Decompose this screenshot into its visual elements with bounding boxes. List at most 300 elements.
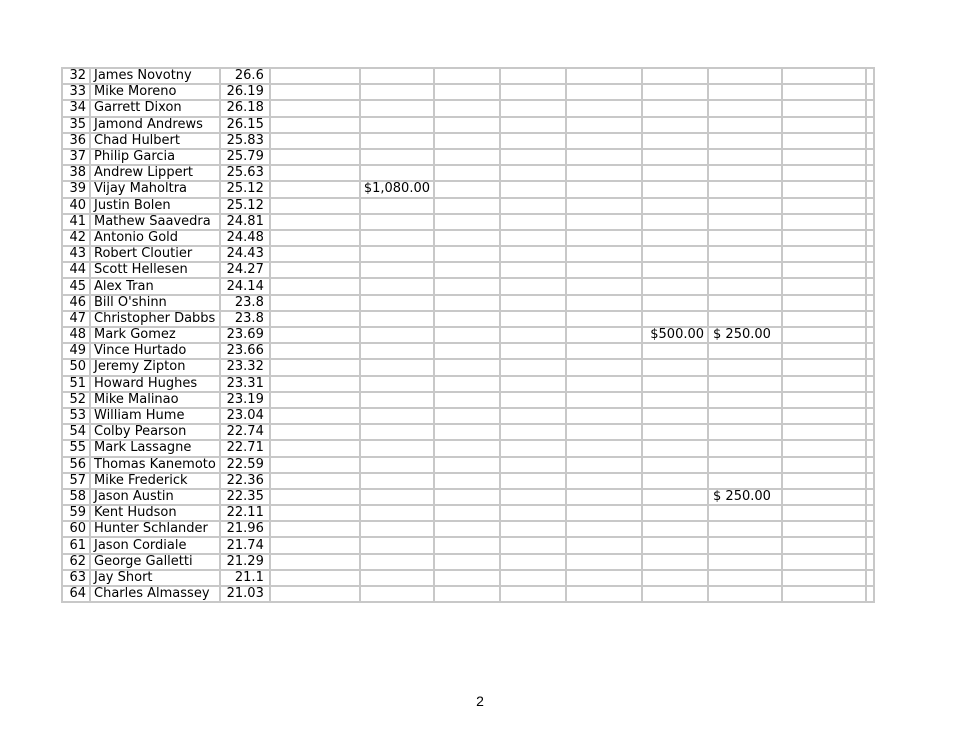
data-cell (866, 84, 874, 100)
data-cell (866, 408, 874, 424)
data-cell (434, 117, 500, 133)
data-cell (782, 570, 866, 586)
name-cell: Bill O'shinn (90, 295, 220, 311)
data-cell (566, 570, 642, 586)
data-cell (270, 278, 360, 294)
table-row (62, 521, 874, 537)
table-row (62, 424, 874, 440)
data-cell (708, 295, 782, 311)
name-cell: William Hume (90, 408, 220, 424)
data-cell (360, 295, 434, 311)
data-cell (360, 343, 434, 359)
data-cell (270, 505, 360, 521)
data-cell (642, 424, 708, 440)
data-cell (360, 84, 434, 100)
data-cell (360, 117, 434, 133)
table-row (62, 376, 874, 392)
table-row (62, 392, 874, 408)
rank-cell: 44 (62, 262, 90, 278)
score-cell: 23.32 (220, 359, 270, 375)
data-cell (360, 440, 434, 456)
table-row (62, 198, 874, 214)
score-cell: 22.74 (220, 424, 270, 440)
data-cell (782, 68, 866, 84)
data-cell (708, 408, 782, 424)
data-cell (434, 198, 500, 214)
name-cell: Vince Hurtado (90, 343, 220, 359)
score-cell: 25.83 (220, 133, 270, 149)
data-cell (360, 489, 434, 505)
data-cell (270, 473, 360, 489)
data-cell (708, 521, 782, 537)
data-cell (642, 295, 708, 311)
rank-cell: 38 (62, 165, 90, 181)
data-cell (434, 570, 500, 586)
data-cell (500, 246, 566, 262)
score-cell: 25.12 (220, 198, 270, 214)
table-row (62, 214, 874, 230)
data-cell (642, 262, 708, 278)
data-cell: $500.00 (642, 327, 708, 343)
results-table (61, 67, 875, 603)
data-cell (434, 278, 500, 294)
table-row (62, 586, 874, 602)
data-cell (708, 424, 782, 440)
data-cell (270, 586, 360, 602)
data-cell (782, 311, 866, 327)
data-cell (566, 376, 642, 392)
name-cell: Philip Garcia (90, 149, 220, 165)
data-cell (708, 84, 782, 100)
data-cell (642, 586, 708, 602)
data-cell (708, 133, 782, 149)
page-number: 2 (476, 693, 484, 709)
data-cell (434, 84, 500, 100)
data-cell (866, 424, 874, 440)
data-cell (566, 100, 642, 116)
table-row (62, 440, 874, 456)
data-cell (642, 165, 708, 181)
rank-cell: 54 (62, 424, 90, 440)
data-cell (566, 424, 642, 440)
table-row (62, 473, 874, 489)
data-cell (866, 230, 874, 246)
data-cell (782, 327, 866, 343)
data-cell (434, 392, 500, 408)
data-cell (866, 278, 874, 294)
name-cell: Mark Gomez (90, 327, 220, 343)
name-cell: Mike Moreno (90, 84, 220, 100)
data-cell (782, 408, 866, 424)
table-row (62, 149, 874, 165)
data-cell (566, 295, 642, 311)
data-cell (642, 181, 708, 197)
name-cell: Howard Hughes (90, 376, 220, 392)
data-cell (566, 214, 642, 230)
data-cell (866, 100, 874, 116)
name-cell: Jason Austin (90, 489, 220, 505)
name-cell: Hunter Schlander (90, 521, 220, 537)
name-cell: Kent Hudson (90, 505, 220, 521)
data-cell (866, 521, 874, 537)
data-cell (434, 473, 500, 489)
score-cell: 23.8 (220, 295, 270, 311)
data-cell (434, 295, 500, 311)
data-cell (434, 133, 500, 149)
data-cell (866, 246, 874, 262)
score-cell: 26.18 (220, 100, 270, 116)
name-cell: Colby Pearson (90, 424, 220, 440)
data-cell (708, 440, 782, 456)
data-cell (434, 505, 500, 521)
data-cell (270, 554, 360, 570)
name-cell: Andrew Lippert (90, 165, 220, 181)
data-cell (782, 100, 866, 116)
data-cell (270, 214, 360, 230)
data-cell (566, 117, 642, 133)
score-cell: 24.48 (220, 230, 270, 246)
data-cell (360, 521, 434, 537)
data-cell (434, 359, 500, 375)
score-cell: 21.29 (220, 554, 270, 570)
data-cell (782, 181, 866, 197)
table-row (62, 489, 874, 505)
table-row (62, 165, 874, 181)
data-cell (360, 554, 434, 570)
table-body (62, 68, 874, 602)
data-cell (642, 440, 708, 456)
data-cell (866, 376, 874, 392)
data-cell (566, 133, 642, 149)
data-cell (866, 133, 874, 149)
table-row (62, 311, 874, 327)
score-cell: 23.04 (220, 408, 270, 424)
rank-cell: 60 (62, 521, 90, 537)
data-cell (782, 440, 866, 456)
rank-cell: 39 (62, 181, 90, 197)
data-cell (360, 473, 434, 489)
data-cell (270, 521, 360, 537)
data-cell (642, 489, 708, 505)
score-cell: 21.74 (220, 537, 270, 553)
data-cell (500, 376, 566, 392)
data-cell (566, 278, 642, 294)
table-row (62, 408, 874, 424)
data-cell (782, 214, 866, 230)
name-cell: Scott Hellesen (90, 262, 220, 278)
name-cell: Jeremy Zipton (90, 359, 220, 375)
data-cell (566, 84, 642, 100)
data-cell (708, 554, 782, 570)
data-cell (642, 521, 708, 537)
data-cell (500, 473, 566, 489)
data-cell (360, 246, 434, 262)
data-cell (500, 537, 566, 553)
data-cell (566, 181, 642, 197)
data-cell (566, 392, 642, 408)
data-cell (566, 537, 642, 553)
data-cell (270, 181, 360, 197)
data-cell (866, 505, 874, 521)
data-cell (500, 214, 566, 230)
data-cell: $ 250.00 (708, 489, 782, 505)
rank-cell: 36 (62, 133, 90, 149)
table-row (62, 68, 874, 84)
score-cell: 22.71 (220, 440, 270, 456)
data-cell (434, 149, 500, 165)
data-cell (360, 133, 434, 149)
data-cell (866, 473, 874, 489)
name-cell: Jay Short (90, 570, 220, 586)
score-cell: 25.12 (220, 181, 270, 197)
name-cell: Alex Tran (90, 278, 220, 294)
data-cell (500, 489, 566, 505)
data-cell (566, 311, 642, 327)
data-cell (566, 327, 642, 343)
data-cell (360, 198, 434, 214)
data-cell (270, 343, 360, 359)
table-row (62, 100, 874, 116)
data-cell (866, 457, 874, 473)
name-cell: Christopher Dabbs (90, 311, 220, 327)
data-cell (782, 133, 866, 149)
data-cell (782, 117, 866, 133)
data-cell (434, 537, 500, 553)
table-row (62, 230, 874, 246)
data-cell (500, 343, 566, 359)
data-cell (566, 68, 642, 84)
data-cell (500, 68, 566, 84)
name-cell: Vijay Maholtra (90, 181, 220, 197)
data-cell (566, 343, 642, 359)
data-cell (500, 181, 566, 197)
score-cell: 23.66 (220, 343, 270, 359)
data-cell (360, 327, 434, 343)
table-row (62, 327, 874, 343)
data-cell (270, 440, 360, 456)
name-cell: Mike Malinao (90, 392, 220, 408)
data-cell (500, 586, 566, 602)
data-cell (360, 359, 434, 375)
data-cell (866, 262, 874, 278)
data-cell (866, 440, 874, 456)
data-cell (434, 376, 500, 392)
name-cell: Antonio Gold (90, 230, 220, 246)
data-cell (360, 505, 434, 521)
data-cell (642, 537, 708, 553)
data-cell (642, 230, 708, 246)
data-cell (434, 343, 500, 359)
data-cell (708, 246, 782, 262)
name-cell: George Galletti (90, 554, 220, 570)
data-cell (782, 376, 866, 392)
data-cell (360, 537, 434, 553)
data-cell (270, 359, 360, 375)
data-cell (434, 457, 500, 473)
data-cell (500, 570, 566, 586)
data-cell (500, 278, 566, 294)
data-cell (708, 198, 782, 214)
name-cell: Thomas Kanemoto (90, 457, 220, 473)
data-cell (782, 198, 866, 214)
data-cell (866, 165, 874, 181)
data-cell (642, 198, 708, 214)
data-cell (500, 165, 566, 181)
data-cell (434, 489, 500, 505)
rank-cell: 32 (62, 68, 90, 84)
rank-cell: 46 (62, 295, 90, 311)
data-cell (642, 214, 708, 230)
data-cell (782, 165, 866, 181)
data-cell (866, 570, 874, 586)
data-cell (500, 327, 566, 343)
rank-cell: 42 (62, 230, 90, 246)
data-cell (360, 262, 434, 278)
data-cell (270, 489, 360, 505)
score-cell: 21.03 (220, 586, 270, 602)
data-cell (270, 165, 360, 181)
score-cell: 24.43 (220, 246, 270, 262)
data-cell (270, 84, 360, 100)
data-cell (500, 117, 566, 133)
data-cell (708, 457, 782, 473)
data-cell (566, 246, 642, 262)
data-cell (500, 440, 566, 456)
table-row (62, 133, 874, 149)
data-cell (782, 149, 866, 165)
data-cell (360, 586, 434, 602)
rank-cell: 57 (62, 473, 90, 489)
score-cell: 26.6 (220, 68, 270, 84)
data-cell (866, 327, 874, 343)
table-row (62, 457, 874, 473)
score-cell: 23.69 (220, 327, 270, 343)
data-cell (782, 505, 866, 521)
data-cell (500, 295, 566, 311)
data-cell (708, 392, 782, 408)
data-cell (500, 311, 566, 327)
name-cell: Garrett Dixon (90, 100, 220, 116)
rank-cell: 41 (62, 214, 90, 230)
data-cell (434, 311, 500, 327)
data-cell (866, 295, 874, 311)
data-cell (782, 392, 866, 408)
name-cell: Mike Frederick (90, 473, 220, 489)
data-cell (708, 359, 782, 375)
data-cell (642, 359, 708, 375)
data-cell (360, 570, 434, 586)
data-cell: $ 250.00 (708, 327, 782, 343)
data-cell (270, 311, 360, 327)
data-cell (270, 149, 360, 165)
data-cell (360, 149, 434, 165)
data-cell (360, 408, 434, 424)
data-cell (866, 586, 874, 602)
data-cell (360, 457, 434, 473)
data-cell (708, 311, 782, 327)
data-cell (708, 278, 782, 294)
score-cell: 23.19 (220, 392, 270, 408)
data-cell (866, 149, 874, 165)
score-cell: 23.31 (220, 376, 270, 392)
score-cell: 24.27 (220, 262, 270, 278)
data-cell (566, 554, 642, 570)
data-cell (360, 278, 434, 294)
data-cell (866, 359, 874, 375)
data-cell: $1,080.00 (360, 181, 434, 197)
table-row (62, 343, 874, 359)
data-cell (360, 100, 434, 116)
score-cell: 24.81 (220, 214, 270, 230)
data-cell (360, 424, 434, 440)
rank-cell: 47 (62, 311, 90, 327)
data-cell (642, 343, 708, 359)
data-cell (270, 117, 360, 133)
data-cell (566, 262, 642, 278)
rank-cell: 55 (62, 440, 90, 456)
rank-cell: 33 (62, 84, 90, 100)
data-cell (434, 230, 500, 246)
rank-cell: 52 (62, 392, 90, 408)
data-cell (782, 230, 866, 246)
rank-cell: 34 (62, 100, 90, 116)
data-cell (270, 408, 360, 424)
data-cell (360, 311, 434, 327)
data-cell (434, 262, 500, 278)
rank-cell: 58 (62, 489, 90, 505)
data-cell (782, 343, 866, 359)
data-cell (866, 198, 874, 214)
rank-cell: 59 (62, 505, 90, 521)
data-cell (642, 117, 708, 133)
data-cell (866, 554, 874, 570)
data-cell (866, 537, 874, 553)
data-cell (782, 473, 866, 489)
data-cell (866, 311, 874, 327)
data-cell (270, 570, 360, 586)
table-row (62, 295, 874, 311)
rank-cell: 45 (62, 278, 90, 294)
name-cell: Jamond Andrews (90, 117, 220, 133)
data-cell (566, 505, 642, 521)
rank-cell: 43 (62, 246, 90, 262)
data-cell (270, 376, 360, 392)
table-row (62, 570, 874, 586)
data-cell (434, 165, 500, 181)
name-cell: Robert Cloutier (90, 246, 220, 262)
table-row (62, 84, 874, 100)
name-cell: Jason Cordiale (90, 537, 220, 553)
data-cell (270, 262, 360, 278)
data-cell (270, 133, 360, 149)
data-cell (434, 214, 500, 230)
data-cell (708, 343, 782, 359)
data-cell (434, 521, 500, 537)
data-cell (708, 586, 782, 602)
data-cell (782, 521, 866, 537)
data-cell (708, 230, 782, 246)
score-cell: 22.35 (220, 489, 270, 505)
data-cell (566, 586, 642, 602)
data-cell (642, 457, 708, 473)
data-cell (866, 343, 874, 359)
data-cell (270, 230, 360, 246)
data-cell (782, 359, 866, 375)
data-cell (782, 246, 866, 262)
table-row (62, 505, 874, 521)
score-cell: 23.8 (220, 311, 270, 327)
data-cell (434, 424, 500, 440)
